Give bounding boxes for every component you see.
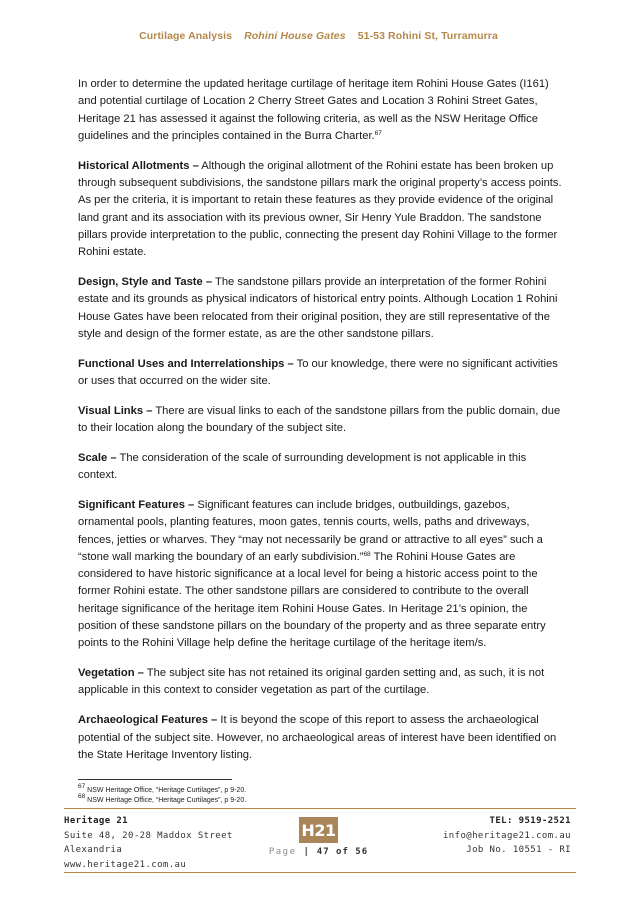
vegetation-paragraph	[78, 665, 562, 700]
vegetation-text: The subject site has not retained its original garden setting and, as such, it is not applicable in this context to consider vegetation as part of the curtilage.	[78, 667, 545, 697]
header-address: 51-53 Rohini St, Turramurra	[357, 30, 498, 42]
footer-address-line2: Alexandria	[64, 845, 123, 855]
footer-address-line1: Suite 48, 20-28 Maddox Street	[64, 830, 233, 841]
footnote-ref-68: 68	[363, 550, 371, 558]
footnote-text: NSW Heritage Office, “Heritage Curtilages”, p 9-20.	[85, 787, 247, 794]
historical-allotments-heading: Historical Allotments –	[78, 159, 199, 172]
heritage21-logo: H21	[299, 817, 338, 843]
significant-features-text-a: Significant features can include bridges, outbuildings, gazebos, ornamental pools, planting features, moon gates, tennis courts, wells, paths and driveways, fences, jetties or wharves. They “may not necessarily be grand or attractive to all eyes” such a “stone wall marking the boundary of an early subdivision.”	[78, 498, 543, 563]
functional-uses-heading: Functional Uses and Interrelationships –	[78, 357, 294, 370]
page-number	[250, 847, 387, 857]
functional-uses-paragraph	[78, 356, 562, 391]
footer-contact-info	[443, 814, 571, 858]
header-item-name: Rohini House Gates	[244, 30, 346, 42]
page-header	[0, 30, 637, 42]
footnote-ref-67: 67	[374, 129, 382, 137]
visual-links-text: There are visual links to each of the sandstone pillars from the public domain, due to their location along the boundary of the subject site.	[78, 404, 561, 435]
main-content	[78, 76, 562, 777]
page-label: Page	[268, 847, 297, 857]
historical-allotments-paragraph	[78, 158, 562, 262]
page-number-value: 47 of 56	[316, 847, 369, 857]
header-section: Curtilage Analysis	[139, 30, 233, 42]
historical-allotments-text: Although the original allotment of the Rohini estate has been broken up through subsequent subdivisions, the sandstone pillars mark the original property’s access points. As per the criteria, it is important to retain these features as they provide evidence of the original land grant and its association with its previous owner, Sir Henry Yule Braddon. The sandstone pillars provide interpretation to the public, connecting the present day Rohini Village to the former Rohini estate.	[78, 159, 562, 259]
archaeological-features-text: It is beyond the scope of this report to assess the archaeological potential of the subject site. However, no archaeological areas of interest have been identified on the State Heritage Inventory listing.	[78, 714, 557, 761]
footnote-number: 68	[78, 793, 86, 800]
page-separator: |	[303, 847, 310, 857]
vegetation-heading: Vegetation –	[78, 667, 144, 680]
visual-links-heading: Visual Links –	[78, 404, 153, 417]
intro-paragraph	[78, 76, 562, 145]
footnote-divider	[78, 779, 232, 780]
significant-features-heading: Significant Features –	[78, 498, 195, 511]
footer-job-number: Job No. 10551 - RI	[466, 845, 571, 855]
archaeological-features-paragraph	[78, 712, 562, 764]
footer-firm-name: Heritage 21	[64, 816, 129, 826]
functional-uses-text: To our knowledge, there were no significant activities or uses that occurred on the wider site.	[78, 357, 558, 387]
intro-text: In order to determine the updated heritage curtilage of heritage item Rohini House Gates (I161) and potential curtilage of Location 2 Cherry Street Gates and Location 3 Rohini Street Gates, Heritage 21 has assessed it against the following criteria, as well as the NSW Heritage Office guidelines and the principles contained in the Burra Charter.	[78, 78, 549, 142]
scale-heading: Scale –	[78, 451, 117, 464]
design-style-paragraph	[78, 274, 562, 343]
scale-paragraph	[78, 450, 562, 485]
footer-telephone: TEL: 9519-2521	[489, 816, 571, 826]
footnote-number: 67	[78, 783, 86, 790]
visual-links-paragraph	[78, 403, 562, 438]
footnote-68	[78, 793, 247, 806]
footnote-67	[78, 783, 247, 796]
footnote-text: NSW Heritage Office, “Heritage Curtilages”, p 9-20.	[85, 797, 247, 804]
footer-company-info	[64, 814, 233, 872]
design-style-text: The sandstone pillars provide an interpretation of the former Rohini estate and its grounds as physical indicators of historical entry points. Although Location 1 Rohini House Gates have been relocated from their original position, they are still representative of the style and design of the former estate, as are the other sandstone pillars.	[78, 275, 558, 340]
footer-email: info@heritage21.com.au	[442, 830, 571, 841]
design-style-heading: Design, Style and Taste –	[78, 275, 213, 288]
footnotes	[78, 783, 247, 806]
archaeological-features-heading: Archaeological Features –	[78, 714, 218, 727]
significant-features-text-b: The Rohini House Gates are considered to have historic significance at a local level for being a historic access point to the former Rohini estate. The other sandstone pillars are considered to contribute to the overall heritage significance of the heritage item Rohini House Gates. In Heritage 21’s opinion, the position of these sandstone pillars on the boundary of the property and as three separate entry points to the Rohini Village help define the heritage curtilage of the heritage item/s.	[78, 550, 546, 650]
scale-text: The consideration of the scale of surrounding development is not applicable in this context.	[78, 451, 527, 482]
footer-website: www.heritage21.com.au	[64, 859, 187, 870]
footer-divider	[64, 808, 576, 809]
bottom-divider	[64, 872, 576, 873]
significant-features-paragraph	[78, 497, 562, 653]
